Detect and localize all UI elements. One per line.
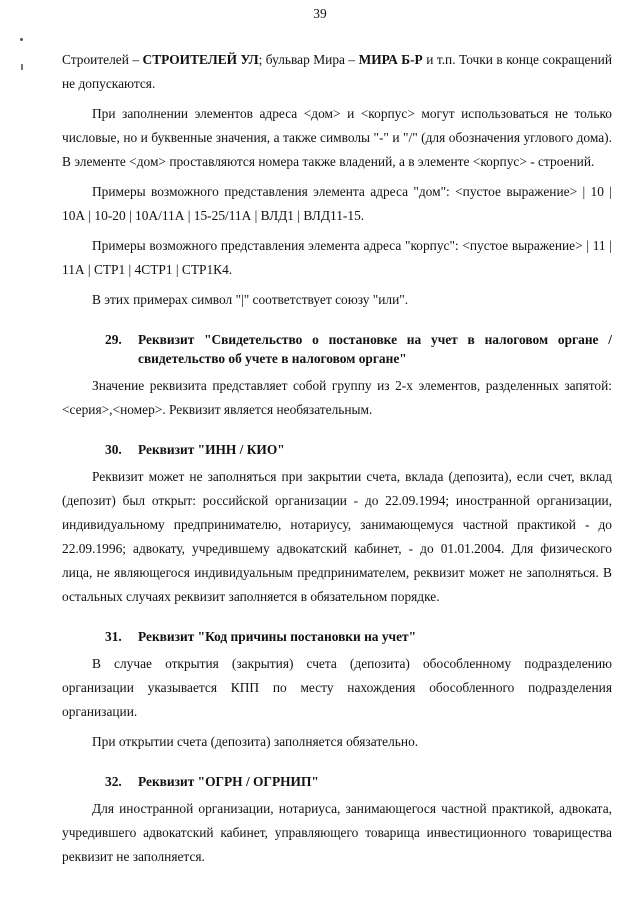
section-title: Реквизит "ОГРН / ОГРНИП": [138, 774, 319, 789]
text-run: ; бульвар Мира –: [258, 52, 359, 67]
document-body: [62, 48, 612, 875]
section-heading: [62, 627, 612, 646]
section-title: Реквизит "ИНН / КИО": [138, 442, 285, 457]
paragraph: При заполнении элементов адреса <дом> и <корпус> могут использоваться не только числовые, но и буквенные значения, а также символы "-" и "/" (для обозначения углового дома). В элементе <дом> проставляются номера также владений, а в элементе <корпус> - строений.: [62, 106, 612, 169]
scan-mark-dot: [20, 38, 23, 41]
paragraph: В случае открытия (закрытия) счета (депозита) обособленному подразделению организации указывается КПП по месту нахождения обособленного подразделения организации.: [62, 656, 612, 719]
paragraph: [62, 48, 612, 96]
section-number: 30.: [105, 442, 122, 457]
bold-text: МИРА Б-Р: [358, 52, 423, 67]
scan-mark-tick: [21, 64, 23, 70]
text-run: Строителей –: [62, 52, 143, 67]
section-heading: [62, 440, 612, 459]
paragraph: Примеры возможного представления элемента адреса "корпус": <пустое выражение> | 11 | 11А | СТР1 | 4СТР1 | СТР1К4.: [62, 238, 612, 277]
paragraph: Реквизит может не заполняться при закрытии счета, вклада (депозита), если счет, вклад (депозит) был открыт: российской организации - до 22.09.1994; иностранной организации, индивидуальному предпринимателю, нотариусу, занимающемуся частной практикой - до 22.09.1996; адвокату, учредившему адвокатский кабинет, - до 01.01.2004. Для физического лица, не являющегося индивидуальным предпринимателем, реквизит может не заполняться. В остальных случаях реквизит заполняется в обязательном порядке.: [62, 469, 612, 604]
paragraph: Примеры возможного представления элемента адреса "дом": <пустое выражение> | 10 | 10А | 10-20 | 10А/11А | 15-25/11А | ВЛД1 | ВЛД11-15.: [62, 184, 612, 223]
paragraph: Для иностранной организации, нотариуса, занимающегося частной практикой, адвоката, учредившего адвокатский кабинет, управляющего товарища инвестиционного товарищества реквизит не заполняется.: [62, 801, 612, 864]
paragraph: В этих примерах символ "|" соответствует союзу "или".: [92, 292, 409, 307]
section-number: 32.: [105, 774, 122, 789]
section-title: Реквизит "Код причины постановки на учет": [138, 629, 417, 644]
section-title: Реквизит "Свидетельство о постановке на учет в налоговом органе / свидетельство об учете в налоговом органе": [138, 332, 612, 366]
paragraph: При открытии счета (депозита) заполняется обязательно.: [92, 734, 419, 749]
section-heading: [62, 330, 612, 368]
text-run: и т.п. Точки в конце сокращений не допускаются.: [62, 52, 612, 91]
page-number: 39: [313, 6, 327, 21]
paragraph: Значение реквизита представляет собой группу из 2-х элементов, разделенных запятой: <серия>,<номер>. Реквизит является необязательным.: [62, 378, 612, 417]
section-number: 29.: [105, 332, 122, 347]
section-number: 31.: [105, 629, 122, 644]
bold-text: СТРОИТЕЛЕЙ УЛ: [142, 52, 259, 67]
section-heading: [62, 772, 612, 791]
